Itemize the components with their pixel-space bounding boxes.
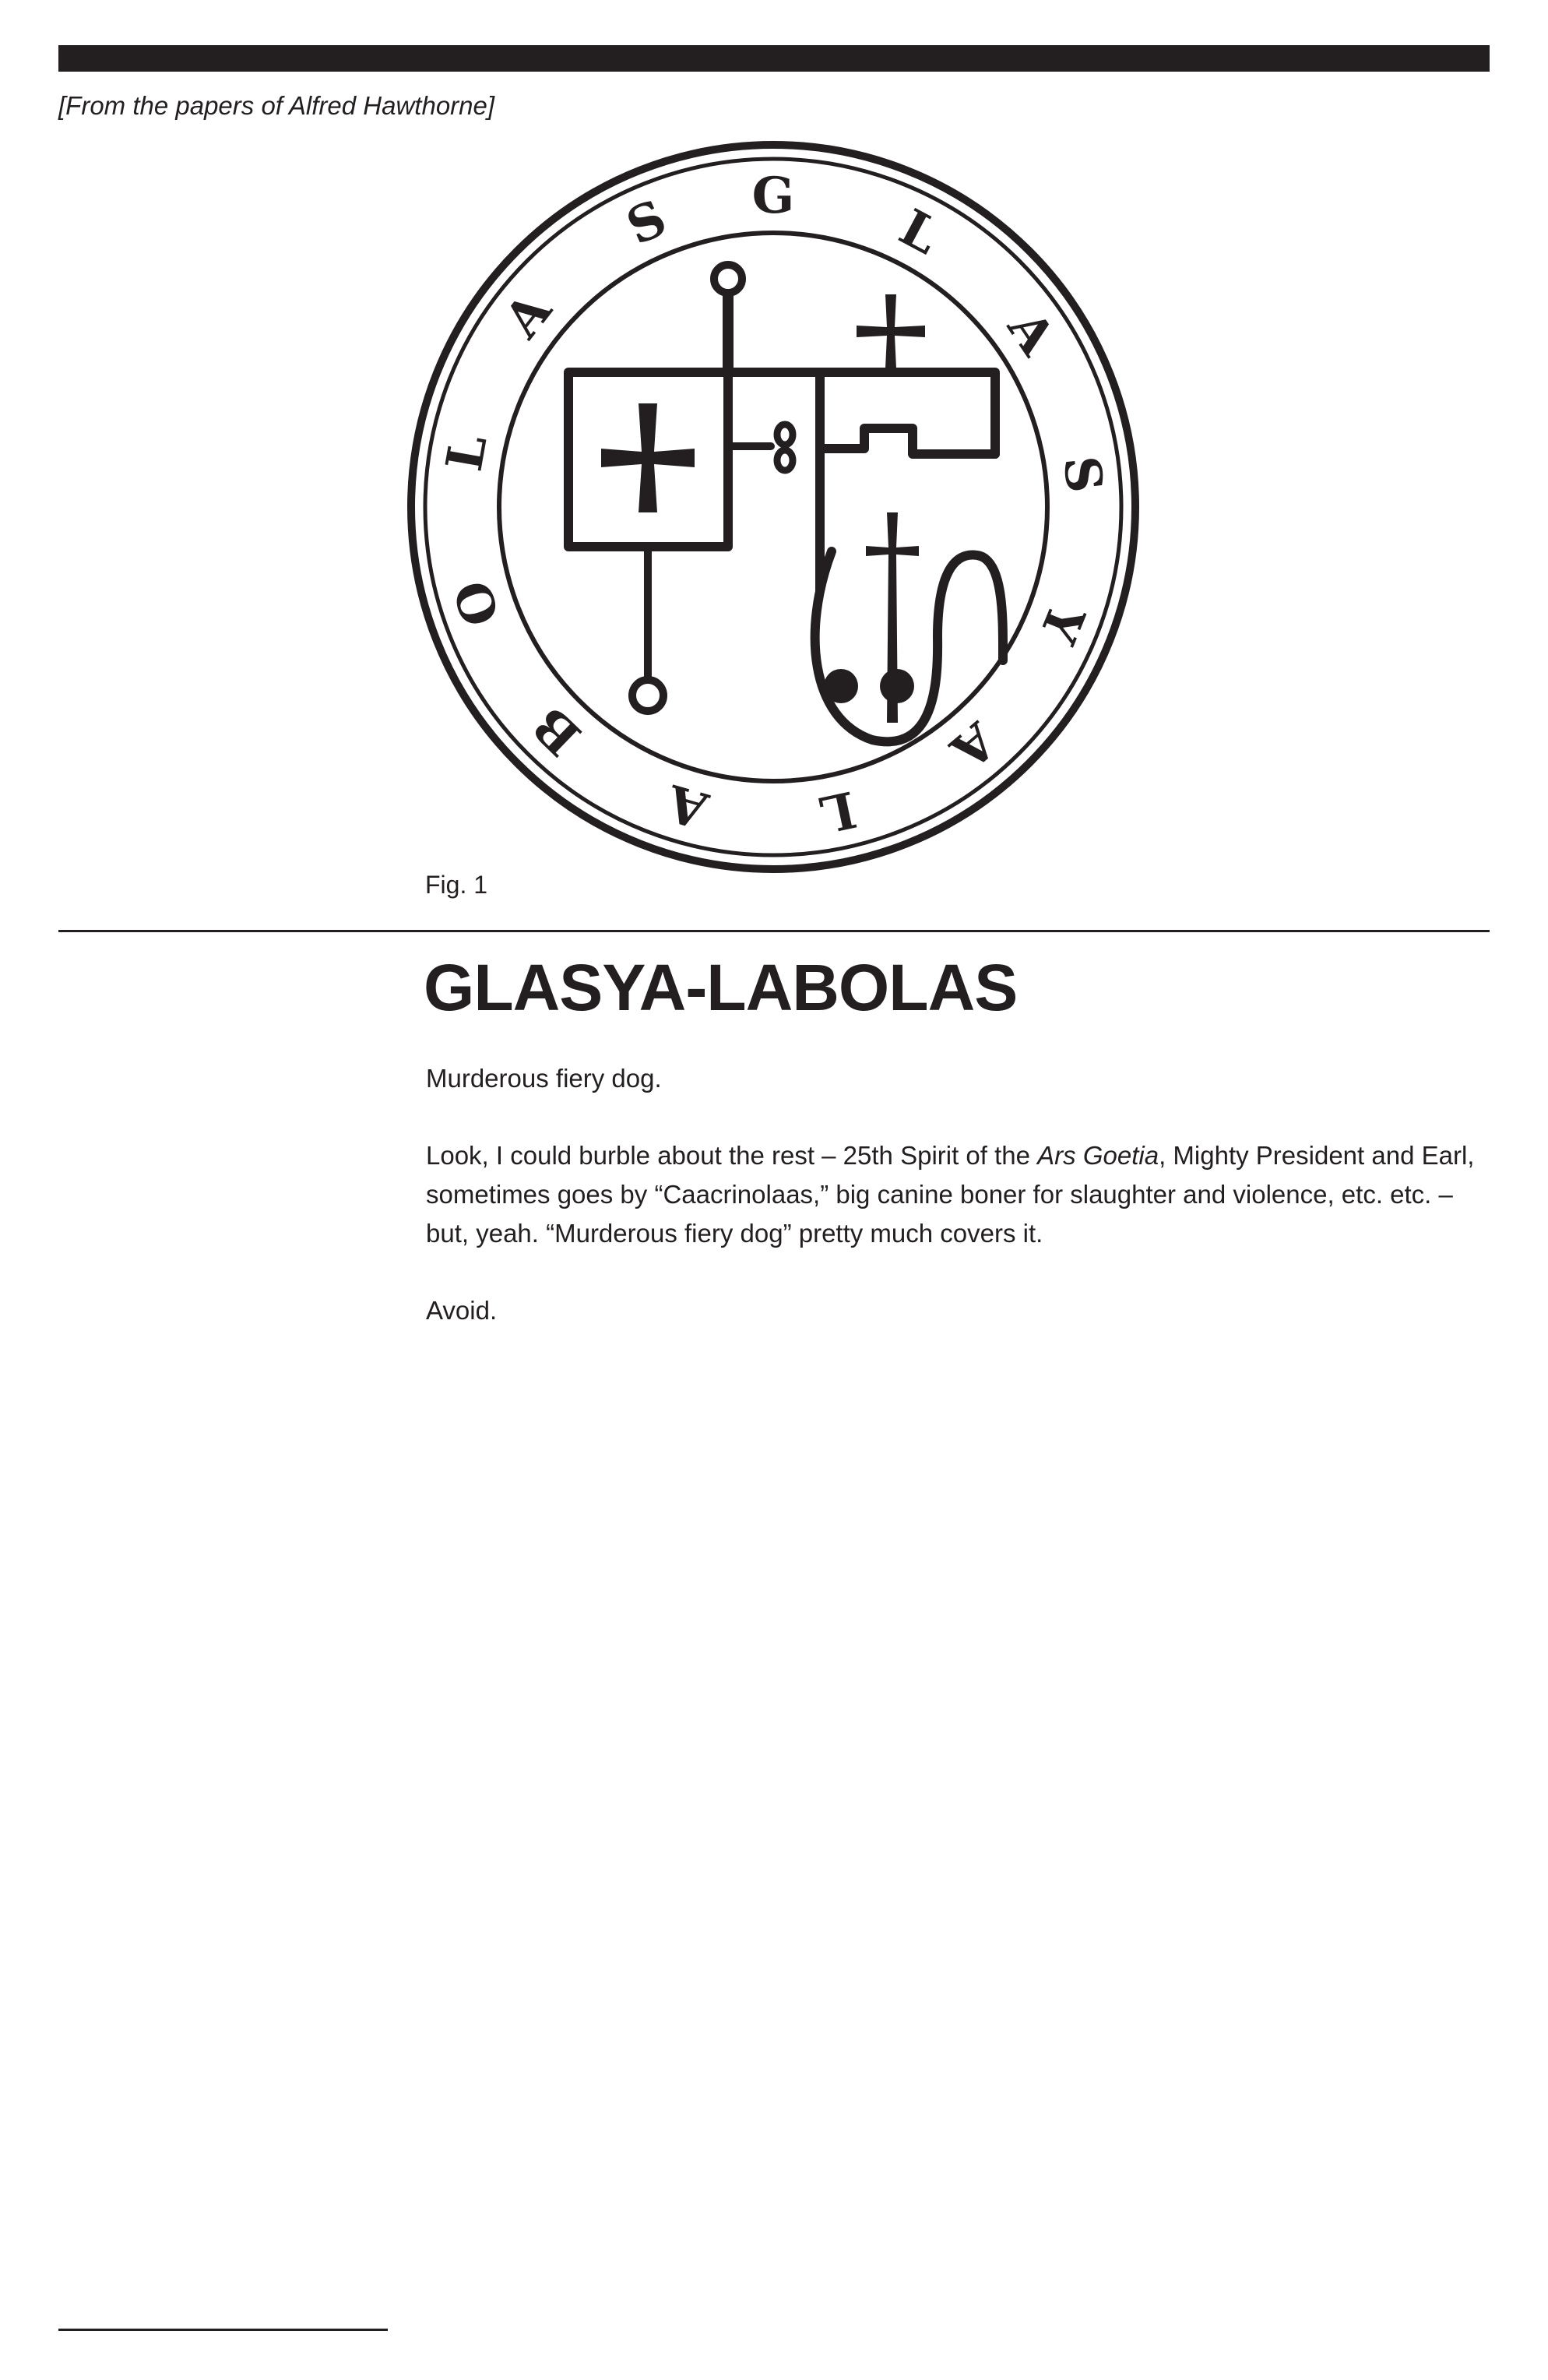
seal-letter: B <box>521 695 593 767</box>
seal-letter: L <box>890 198 949 266</box>
footnote-rule <box>58 2329 388 2331</box>
section-divider <box>58 930 1490 932</box>
seal-middle-ring <box>425 159 1121 855</box>
seal-letter: A <box>660 773 715 840</box>
source-note: [From the papers of Alfred Hawthorne] <box>58 91 495 120</box>
seal-letter: A <box>939 710 1007 780</box>
seal-letter: L <box>814 779 861 844</box>
description-text: , Mighty President and Earl, sometimes goes by “Caacrinolaas,” big canine boner for slaughter and violence, etc. etc. – but, yeah. “Murderous fiery dog” pretty much covers it. <box>426 1141 1475 1248</box>
entry-tagline: Murderous fiery dog. <box>426 1064 662 1093</box>
seal-bottom-circle <box>632 680 663 711</box>
figure-caption: Fig. 1 <box>425 871 488 899</box>
seal-letter: A <box>493 282 564 349</box>
entry-title: GLASYA-LABOLAS <box>424 951 1018 1024</box>
seal-letter: O <box>442 573 512 633</box>
entry-description <box>426 1136 1493 1253</box>
seal-letter: L <box>434 430 499 476</box>
entry-closing: Avoid. <box>426 1296 498 1325</box>
seal-letter: G <box>751 167 795 225</box>
seal-inner-ring <box>499 233 1047 781</box>
seal-outer-ring <box>411 145 1135 869</box>
seal-letter: S <box>618 188 675 257</box>
description-text: Look, I could burble about the rest – 25th Spirit of the <box>426 1141 1038 1170</box>
seal-letter: Y <box>1028 596 1096 651</box>
sigil-of-glasya-labolas <box>405 139 1142 875</box>
header-rule <box>58 45 1490 72</box>
seal-letter: A <box>996 301 1067 366</box>
entry-body <box>426 1059 1493 1368</box>
seal-letter: S <box>1051 453 1114 496</box>
ars-goetia-title: Ars Goetia <box>1037 1141 1159 1170</box>
seal-top-circle <box>714 265 742 293</box>
